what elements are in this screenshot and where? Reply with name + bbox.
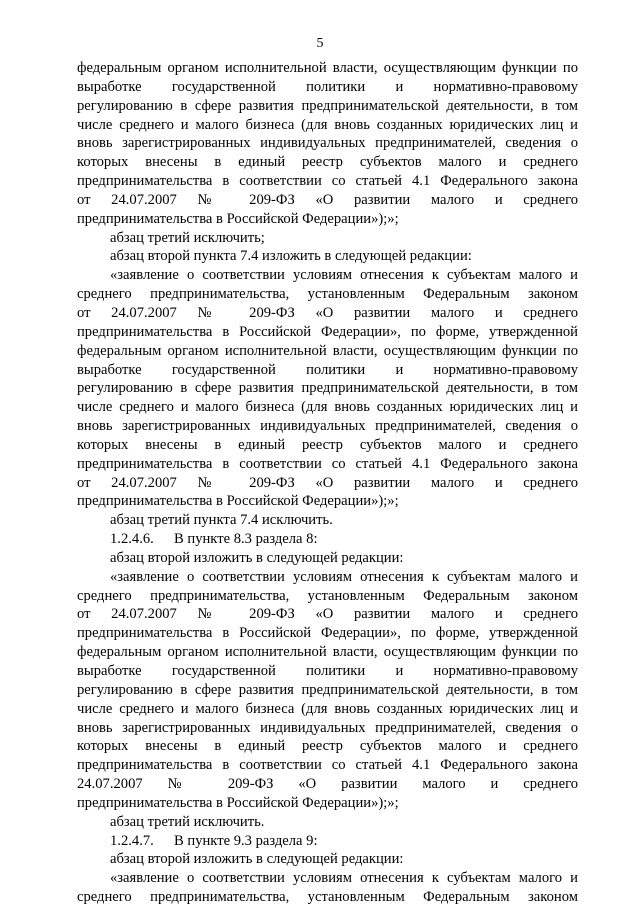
text-line: регулированию в сфере развития предпринимательской деятельности, в том <box>77 681 578 698</box>
text-line: «заявление о соответствии условиям отнесения к субъектам малого и <box>110 267 578 284</box>
text-line: среднего предпринимательства, установленным Федеральным законом <box>77 889 578 906</box>
text-line: федеральным органом исполнительной власти, осуществляющим функции по <box>77 644 578 661</box>
text-line: которых внесены в единый реестр субъектов малого и среднего <box>77 154 578 171</box>
text-line: выработке государственной политики и нормативно-правовому <box>77 78 578 95</box>
text-line: предпринимательства в соответствии со статьей 4.1 Федерального закона <box>77 455 578 472</box>
text-line: абзац третий исключить; <box>110 229 265 246</box>
text-line: выработке государственной политики и нормативно-правовому <box>77 663 578 679</box>
text-line: предпринимательства в Российской Федерации»);»; <box>77 794 399 811</box>
text-line: от 24.07.2007 № 209-ФЗ «О развитии малого и среднего <box>77 304 578 321</box>
text-line: числе среднего и малого бизнеса (для вновь созданных юридических лиц и <box>77 116 578 133</box>
text-line: которых внесены в единый реестр субъектов малого и среднего <box>77 436 578 453</box>
text-line: абзац второй пункта 7.4 изложить в следующей редакции: <box>110 248 472 265</box>
text-line: от 24.07.2007 № 209-ФЗ «О развитии малого и среднего <box>77 606 578 623</box>
clause-number: 1.2.4.7. <box>110 832 154 849</box>
text-line: предпринимательства в Российской Федерации»);»; <box>77 493 399 510</box>
text-line: предпринимательства в Российской Федерации», по форме, утвержденной <box>77 625 578 642</box>
clause-text: В пункте 9.3 раздела 9: <box>174 832 318 849</box>
text-line: числе среднего и малого бизнеса (для вновь созданных юридических лиц и <box>77 399 578 416</box>
text-line: федеральным органом исполнительной власти, осуществляющим функции по <box>77 60 578 76</box>
text-line: среднего предпринимательства, установленным Федеральным законом <box>77 587 578 604</box>
text-line: предпринимательства в соответствии со статьей 4.1 Федерального закона <box>77 173 578 190</box>
text-line: выработке государственной политики и нормативно-правовому <box>77 361 578 378</box>
text-line: предпринимательства в соответствии со статьей 4.1 Федерального закона <box>77 757 578 774</box>
text-line: абзац третий пункта 7.4 исключить. <box>110 512 333 529</box>
text-line: вновь зарегистрированных индивидуальных предпринимателей, сведения о <box>77 418 578 435</box>
clause-number: 1.2.4.6. <box>110 531 154 548</box>
text-line: регулированию в сфере развития предпринимательской деятельности, в том <box>77 380 578 397</box>
text-line: предпринимательства в Российской Федерации», по форме, утвержденной <box>77 323 578 340</box>
page-number: 5 <box>316 36 324 51</box>
text-line: регулированию в сфере развития предпринимательской деятельности, в том <box>77 97 578 114</box>
text-line: предпринимательства в Российской Федерации»);»; <box>77 210 399 227</box>
text-line: абзац третий исключить. <box>110 813 265 830</box>
text-line: от 24.07.2007 № 209-ФЗ «О развитии малого и среднего <box>77 474 578 491</box>
text-line: от 24.07.2007 № 209-ФЗ «О развитии малого и среднего <box>77 191 578 208</box>
text-line: абзац второй изложить в следующей редакции: <box>110 851 404 868</box>
clause-text: В пункте 8.3 раздела 8: <box>174 531 318 548</box>
text-line <box>77 832 578 851</box>
text-line <box>77 530 578 549</box>
text-line: вновь зарегистрированных индивидуальных предпринимателей, сведения о <box>77 135 578 152</box>
text-line: среднего предпринимательства, установленным Федеральным законом <box>77 286 578 303</box>
text-line: «заявление о соответствии условиям отнесения к субъектам малого и <box>110 870 578 887</box>
text-line: которых внесены в единый реестр субъектов малого и среднего <box>77 738 578 755</box>
document-body <box>77 59 578 907</box>
text-line: 24.07.2007 № 209-ФЗ «О развитии малого и среднего <box>77 776 578 793</box>
text-line: числе среднего и малого бизнеса (для вновь созданных юридических лиц и <box>77 700 578 717</box>
text-line: абзац второй изложить в следующей редакции: <box>110 549 404 566</box>
text-line: федеральным органом исполнительной власти, осуществляющим функции по <box>77 342 578 359</box>
text-line: «заявление о соответствии условиям отнесения к субъектам малого и <box>110 568 578 585</box>
text-line: вновь зарегистрированных индивидуальных предпринимателей, сведения о <box>77 719 578 736</box>
